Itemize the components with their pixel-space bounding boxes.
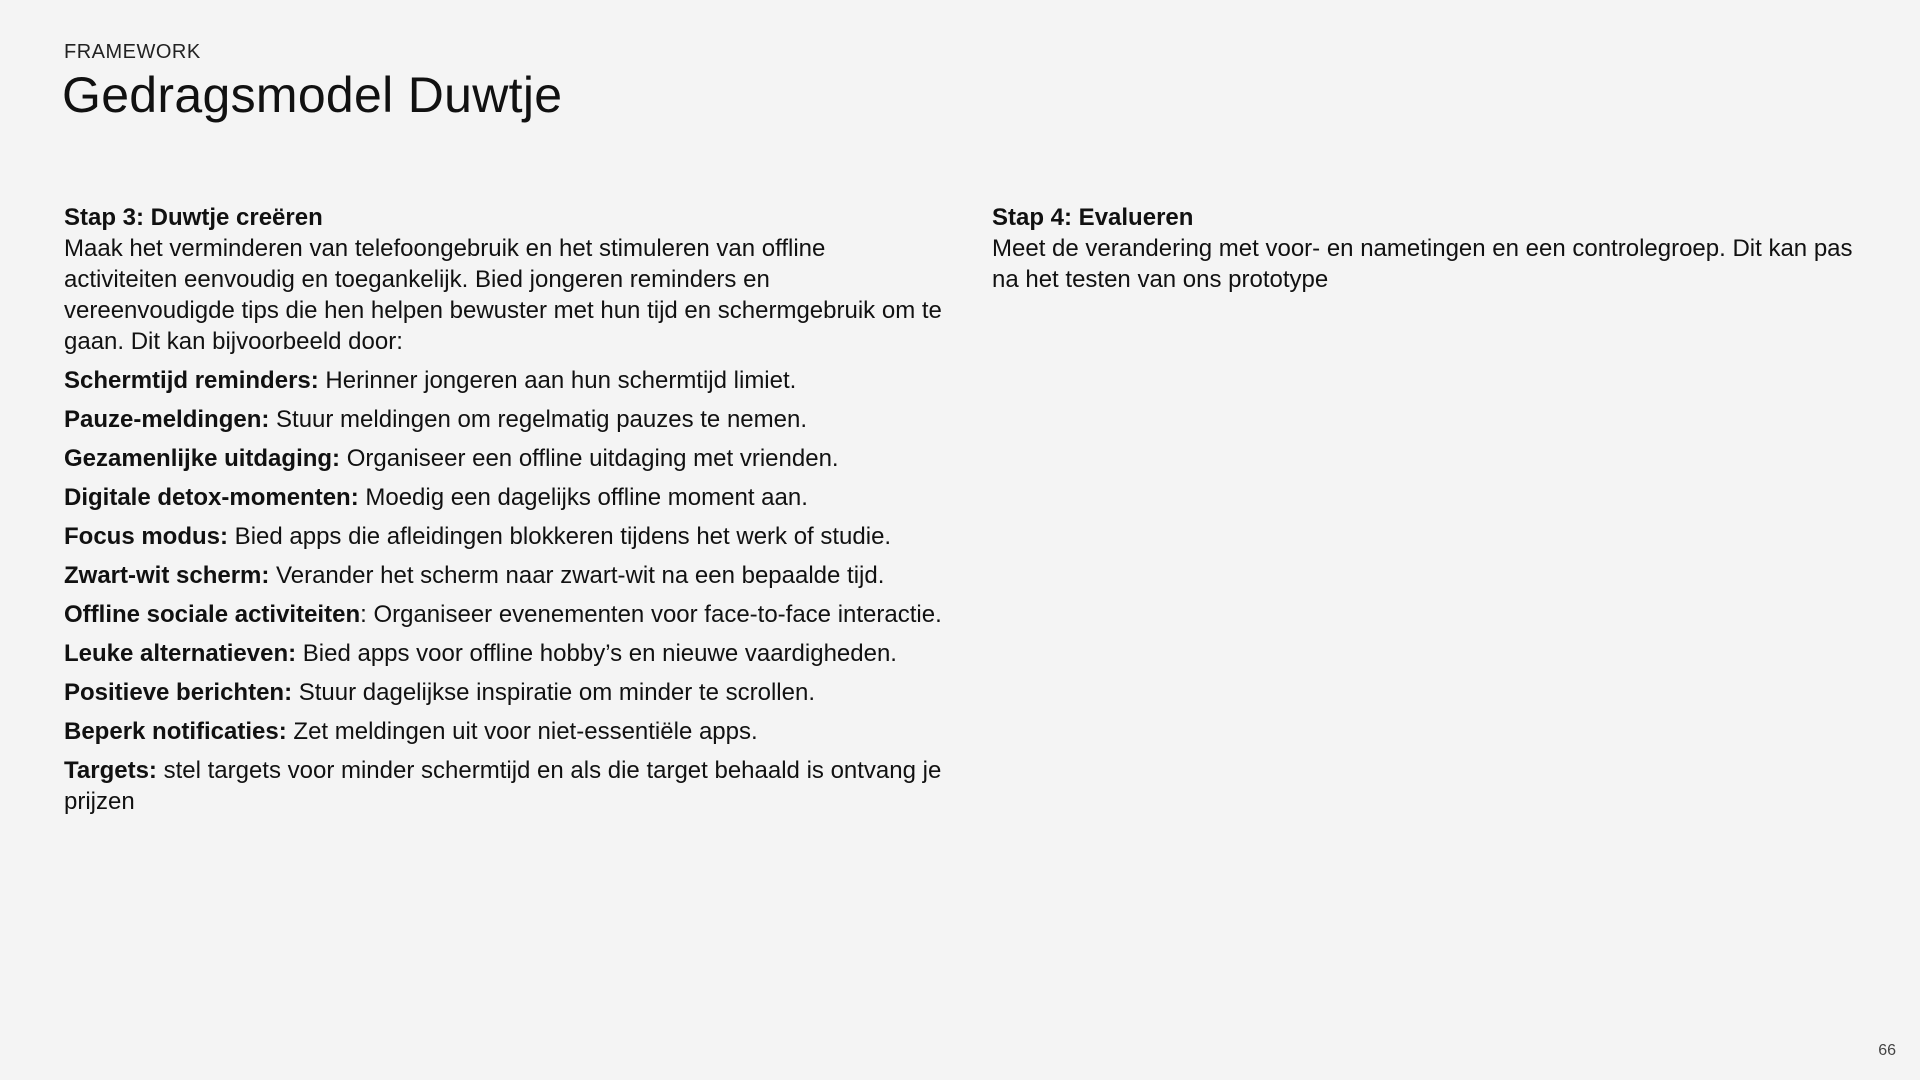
list-item-term: Gezamenlijke uitdaging:	[64, 445, 341, 472]
page-number: 66	[1878, 1042, 1896, 1059]
list-item-term: Positieve berichten:	[64, 679, 293, 706]
page-title: Gedragsmodel Duwtje	[62, 67, 563, 123]
list-item-term: Leuke alternatieven:	[64, 640, 297, 667]
list-item-text: Verander het scherm naar zwart-wit na een bepaalde tijd.	[269, 562, 885, 589]
list-item	[64, 365, 944, 396]
list-item	[64, 482, 944, 513]
list-item-text: Zet meldingen uit voor niet-essentiële apps.	[286, 718, 758, 745]
list-item-term: Focus modus:	[64, 523, 229, 550]
list-item-text: stel targets voor minder schermtijd en als die target behaald is ontvang je prijzen	[64, 757, 942, 815]
step4-column	[992, 202, 1872, 303]
list-item-text: : Organiseer evenementen voor face-to-face interactie.	[360, 601, 942, 628]
list-item-term: Digitale detox-momenten:	[64, 484, 359, 511]
list-item-term: Schermtijd reminders:	[64, 367, 319, 394]
step3-list	[64, 365, 944, 817]
list-item-term: Targets:	[64, 757, 157, 784]
list-item-text: Organiseer een offline uitdaging met vrienden.	[340, 445, 839, 472]
list-item	[64, 677, 944, 708]
list-item-term: Beperk notificaties:	[64, 718, 287, 745]
step3-intro: Maak het verminderen van telefoongebruik en het stimuleren van offline activiteiten eenvoudig en toegankelijk. Bied jongeren reminders en vereenvoudigde tips die hen helpen bewuster met hun tijd en schermgebruik om te gaan. Dit kan bijvoorbeeld door:	[64, 235, 942, 355]
list-item	[64, 560, 944, 591]
section-eyebrow: FRAMEWORK	[64, 41, 201, 63]
list-item	[64, 755, 944, 817]
list-item-term: Pauze-meldingen:	[64, 406, 270, 433]
list-item	[64, 638, 944, 669]
step4-heading: Stap 4: Evalueren	[992, 204, 1194, 231]
list-item	[64, 404, 944, 435]
step3-heading: Stap 3: Duwtje creëren	[64, 204, 323, 231]
list-item-term: Zwart-wit scherm:	[64, 562, 270, 589]
list-item-text: Bied apps die afleidingen blokkeren tijdens het werk of studie.	[228, 523, 892, 550]
list-item	[64, 521, 944, 552]
step4-text: Meet de verandering met voor- en nametingen en een controlegroep. Dit kan pas na het testen van ons prototype	[992, 235, 1853, 293]
list-item-text: Moedig een dagelijks offline moment aan.	[358, 484, 808, 511]
list-item-text: Stuur dagelijkse inspiratie om minder te scrollen.	[292, 679, 815, 706]
list-item	[64, 716, 944, 747]
step3-column	[64, 202, 944, 825]
list-item	[64, 599, 944, 630]
list-item-text: Bied apps voor offline hobby’s en nieuwe vaardigheden.	[296, 640, 897, 667]
list-item-term: Offline sociale activiteiten	[64, 601, 361, 628]
list-item-text: Stuur meldingen om regelmatig pauzes te nemen.	[269, 406, 807, 433]
list-item	[64, 443, 944, 474]
list-item-text: Herinner jongeren aan hun schermtijd limiet.	[318, 367, 797, 394]
